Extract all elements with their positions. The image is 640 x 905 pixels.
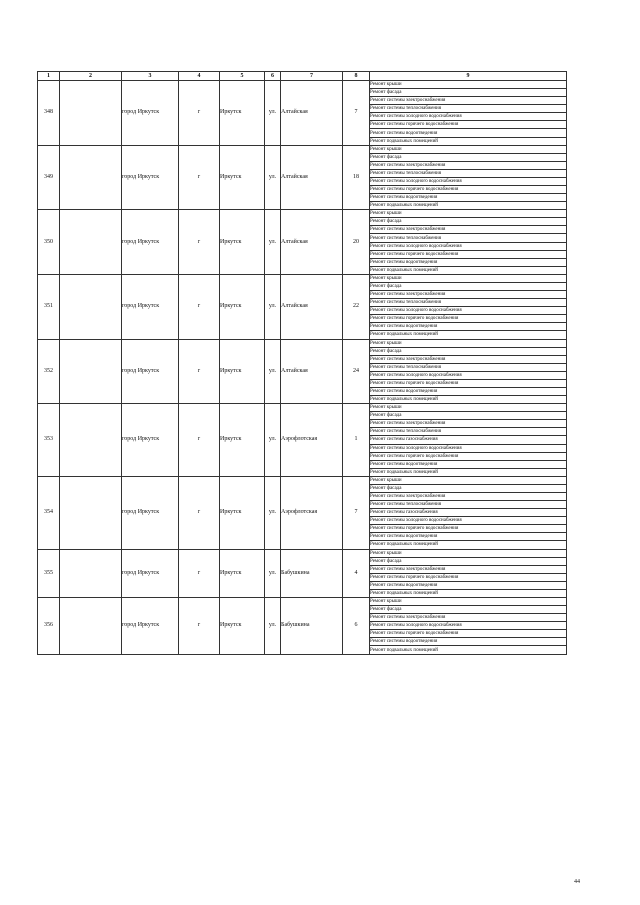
repair-work-cell: Ремонт системы горячего водоснабжения <box>370 121 567 129</box>
header-row <box>38 72 567 81</box>
repair-work-cell: Ремонт фасада <box>370 89 567 97</box>
table-row <box>38 476 567 484</box>
city-cell: Иркутск <box>220 274 265 339</box>
repair-work-cell: Ремонт системы холодного водоснабжения <box>370 307 567 315</box>
settlement-cell: город Иркутск <box>122 476 179 549</box>
column-header: 9 <box>370 72 567 81</box>
row-number-cell: 350 <box>38 210 60 275</box>
empty-cell <box>60 210 122 275</box>
column-header: 6 <box>265 72 281 81</box>
repair-work-cell: Ремонт системы электроснабжения <box>370 291 567 299</box>
row-number-cell: 354 <box>38 476 60 549</box>
repair-work-cell: Ремонт системы водоотведения <box>370 387 567 395</box>
repair-work-cell: Ремонт крыши <box>370 210 567 218</box>
house-number-cell: 1 <box>343 404 370 477</box>
repair-work-cell: Ремонт системы теплоснабжения <box>370 501 567 509</box>
empty-cell <box>60 598 122 655</box>
repair-work-cell: Ремонт системы электроснабжения <box>370 565 567 573</box>
empty-cell <box>60 81 122 146</box>
document-sheet <box>37 71 566 655</box>
repair-work-cell: Ремонт подвальных помещений <box>370 541 567 549</box>
repair-work-cell: Ремонт системы электроснабжения <box>370 355 567 363</box>
empty-cell <box>60 404 122 477</box>
street-cell: Алтайская <box>281 339 343 404</box>
city-cell: Иркутск <box>220 210 265 275</box>
settlement-cell: город Иркутск <box>122 210 179 275</box>
repair-work-cell: Ремонт системы электроснабжения <box>370 226 567 234</box>
row-number-cell: 355 <box>38 549 60 597</box>
city-cell: Иркутск <box>220 404 265 477</box>
settlement-cell: город Иркутск <box>122 81 179 146</box>
repair-work-cell: Ремонт фасада <box>370 557 567 565</box>
street-type-cell: ул. <box>265 274 281 339</box>
street-type-cell: ул. <box>265 598 281 655</box>
repair-work-cell: Ремонт системы горячего водоснабжения <box>370 379 567 387</box>
column-header: 5 <box>220 72 265 81</box>
repair-work-cell: Ремонт системы теплоснабжения <box>370 299 567 307</box>
repair-work-cell: Ремонт системы электроснабжения <box>370 614 567 622</box>
street-type-cell: ул. <box>265 404 281 477</box>
repair-work-cell: Ремонт системы горячего водоснабжения <box>370 250 567 258</box>
empty-cell <box>60 274 122 339</box>
page-number: 44 <box>574 879 580 885</box>
column-header: 2 <box>60 72 122 81</box>
repair-work-cell: Ремонт подвальных помещений <box>370 331 567 339</box>
empty-cell <box>60 549 122 597</box>
table-row <box>38 339 567 347</box>
table-row <box>38 81 567 89</box>
column-header: 8 <box>343 72 370 81</box>
repair-work-cell: Ремонт системы водоотведения <box>370 129 567 137</box>
repair-work-cell: Ремонт крыши <box>370 404 567 412</box>
repair-work-cell: Ремонт системы водоотведения <box>370 258 567 266</box>
repair-work-cell: Ремонт крыши <box>370 81 567 89</box>
city-cell: Иркутск <box>220 145 265 210</box>
repair-work-cell: Ремонт фасада <box>370 412 567 420</box>
repair-work-cell: Ремонт системы холодного водоснабжения <box>370 517 567 525</box>
repair-work-cell: Ремонт системы горячего водоснабжения <box>370 630 567 638</box>
repair-work-cell: Ремонт системы горячего водоснабжения <box>370 315 567 323</box>
city-cell: Иркутск <box>220 81 265 146</box>
repair-work-cell: Ремонт системы водоотведения <box>370 194 567 202</box>
house-number-cell: 4 <box>343 549 370 597</box>
repair-work-cell: Ремонт системы электроснабжения <box>370 161 567 169</box>
repair-work-cell: Ремонт подвальных помещений <box>370 646 567 654</box>
repair-work-cell: Ремонт фасада <box>370 218 567 226</box>
repair-work-cell: Ремонт системы теплоснабжения <box>370 105 567 113</box>
repair-work-cell: Ремонт системы водоотведения <box>370 323 567 331</box>
house-number-cell: 18 <box>343 145 370 210</box>
repair-work-cell: Ремонт подвальных помещений <box>370 202 567 210</box>
repair-work-cell: Ремонт системы электроснабжения <box>370 492 567 500</box>
city-cell: Иркутск <box>220 476 265 549</box>
repair-work-cell: Ремонт системы холодного водоснабжения <box>370 444 567 452</box>
table-body <box>38 81 567 655</box>
table-row <box>38 210 567 218</box>
street-type-cell: ул. <box>265 476 281 549</box>
house-number-cell: 6 <box>343 598 370 655</box>
repair-work-cell: Ремонт системы электроснабжения <box>370 420 567 428</box>
row-number-cell: 352 <box>38 339 60 404</box>
settlement-type-cell: г <box>179 549 220 597</box>
street-cell: Алтайская <box>281 81 343 146</box>
row-number-cell: 351 <box>38 274 60 339</box>
repair-work-cell: Ремонт подвальных помещений <box>370 589 567 597</box>
house-number-cell: 7 <box>343 476 370 549</box>
settlement-type-cell: г <box>179 210 220 275</box>
table-row <box>38 598 567 606</box>
city-cell: Иркутск <box>220 549 265 597</box>
column-header: 7 <box>281 72 343 81</box>
street-cell: Бабушкина <box>281 598 343 655</box>
repair-work-cell: Ремонт фасада <box>370 347 567 355</box>
row-number-cell: 356 <box>38 598 60 655</box>
repair-work-cell: Ремонт крыши <box>370 339 567 347</box>
repair-work-cell: Ремонт системы теплоснабжения <box>370 428 567 436</box>
repair-work-cell: Ремонт системы газоснабжения <box>370 509 567 517</box>
table-row <box>38 549 567 557</box>
repair-work-cell: Ремонт крыши <box>370 598 567 606</box>
settlement-cell: город Иркутск <box>122 339 179 404</box>
repair-work-cell: Ремонт системы теплоснабжения <box>370 363 567 371</box>
repair-work-cell: Ремонт крыши <box>370 274 567 282</box>
repair-work-cell: Ремонт системы теплоснабжения <box>370 169 567 177</box>
settlement-cell: город Иркутск <box>122 549 179 597</box>
settlement-cell: город Иркутск <box>122 274 179 339</box>
repair-work-cell: Ремонт крыши <box>370 145 567 153</box>
repair-work-cell: Ремонт системы горячего водоснабжения <box>370 525 567 533</box>
settlement-type-cell: г <box>179 598 220 655</box>
empty-cell <box>60 476 122 549</box>
repair-work-cell: Ремонт фасада <box>370 484 567 492</box>
column-header: 1 <box>38 72 60 81</box>
repair-work-cell: Ремонт подвальных помещений <box>370 396 567 404</box>
repair-work-cell: Ремонт системы водоотведения <box>370 638 567 646</box>
repair-work-cell: Ремонт системы водоотведения <box>370 533 567 541</box>
repair-work-cell: Ремонт системы холодного водоснабжения <box>370 622 567 630</box>
repair-work-cell: Ремонт системы водоотведения <box>370 460 567 468</box>
row-number-cell: 349 <box>38 145 60 210</box>
repair-work-cell: Ремонт фасада <box>370 606 567 614</box>
house-number-cell: 24 <box>343 339 370 404</box>
street-type-cell: ул. <box>265 210 281 275</box>
settlement-type-cell: г <box>179 404 220 477</box>
table-row <box>38 404 567 412</box>
house-number-cell: 7 <box>343 81 370 146</box>
street-type-cell: ул. <box>265 549 281 597</box>
repair-work-cell: Ремонт системы горячего водоснабжения <box>370 573 567 581</box>
repair-work-cell: Ремонт крыши <box>370 549 567 557</box>
repair-work-cell: Ремонт системы горячего водоснабжения <box>370 186 567 194</box>
repair-work-cell: Ремонт подвальных помещений <box>370 468 567 476</box>
row-number-cell: 348 <box>38 81 60 146</box>
column-header: 3 <box>122 72 179 81</box>
repair-work-cell: Ремонт системы холодного водоснабжения <box>370 177 567 185</box>
repair-work-cell: Ремонт системы электроснабжения <box>370 97 567 105</box>
empty-cell <box>60 339 122 404</box>
settlement-type-cell: г <box>179 476 220 549</box>
street-type-cell: ул. <box>265 339 281 404</box>
settlement-type-cell: г <box>179 339 220 404</box>
street-cell: Алтайская <box>281 145 343 210</box>
street-type-cell: ул. <box>265 145 281 210</box>
repair-work-cell: Ремонт системы газоснабжения <box>370 436 567 444</box>
settlement-type-cell: г <box>179 81 220 146</box>
street-cell: Аэрофлотская <box>281 476 343 549</box>
settlement-cell: город Иркутск <box>122 404 179 477</box>
table-row <box>38 145 567 153</box>
repair-work-cell: Ремонт системы холодного водоснабжения <box>370 242 567 250</box>
house-number-cell: 22 <box>343 274 370 339</box>
street-cell: Бабушкина <box>281 549 343 597</box>
street-type-cell: ул. <box>265 81 281 146</box>
street-cell: Аэрофлотская <box>281 404 343 477</box>
repair-work-cell: Ремонт системы горячего водоснабжения <box>370 452 567 460</box>
city-cell: Иркутск <box>220 339 265 404</box>
street-cell: Алтайская <box>281 210 343 275</box>
repair-work-cell: Ремонт подвальных помещений <box>370 137 567 145</box>
settlement-cell: город Иркутск <box>122 598 179 655</box>
repair-work-cell: Ремонт фасада <box>370 282 567 290</box>
settlement-cell: город Иркутск <box>122 145 179 210</box>
house-number-cell: 20 <box>343 210 370 275</box>
repair-work-cell: Ремонт фасада <box>370 153 567 161</box>
city-cell: Иркутск <box>220 598 265 655</box>
repair-work-cell: Ремонт подвальных помещений <box>370 266 567 274</box>
repair-work-cell: Ремонт системы холодного водоснабжения <box>370 113 567 121</box>
table-row <box>38 274 567 282</box>
column-header: 4 <box>179 72 220 81</box>
empty-cell <box>60 145 122 210</box>
settlement-type-cell: г <box>179 274 220 339</box>
repair-work-cell: Ремонт системы холодного водоснабжения <box>370 371 567 379</box>
street-cell: Алтайская <box>281 274 343 339</box>
row-number-cell: 353 <box>38 404 60 477</box>
settlement-type-cell: г <box>179 145 220 210</box>
repair-work-cell: Ремонт системы водоотведения <box>370 581 567 589</box>
repair-program-table <box>37 71 567 655</box>
repair-work-cell: Ремонт крыши <box>370 476 567 484</box>
repair-work-cell: Ремонт системы теплоснабжения <box>370 234 567 242</box>
